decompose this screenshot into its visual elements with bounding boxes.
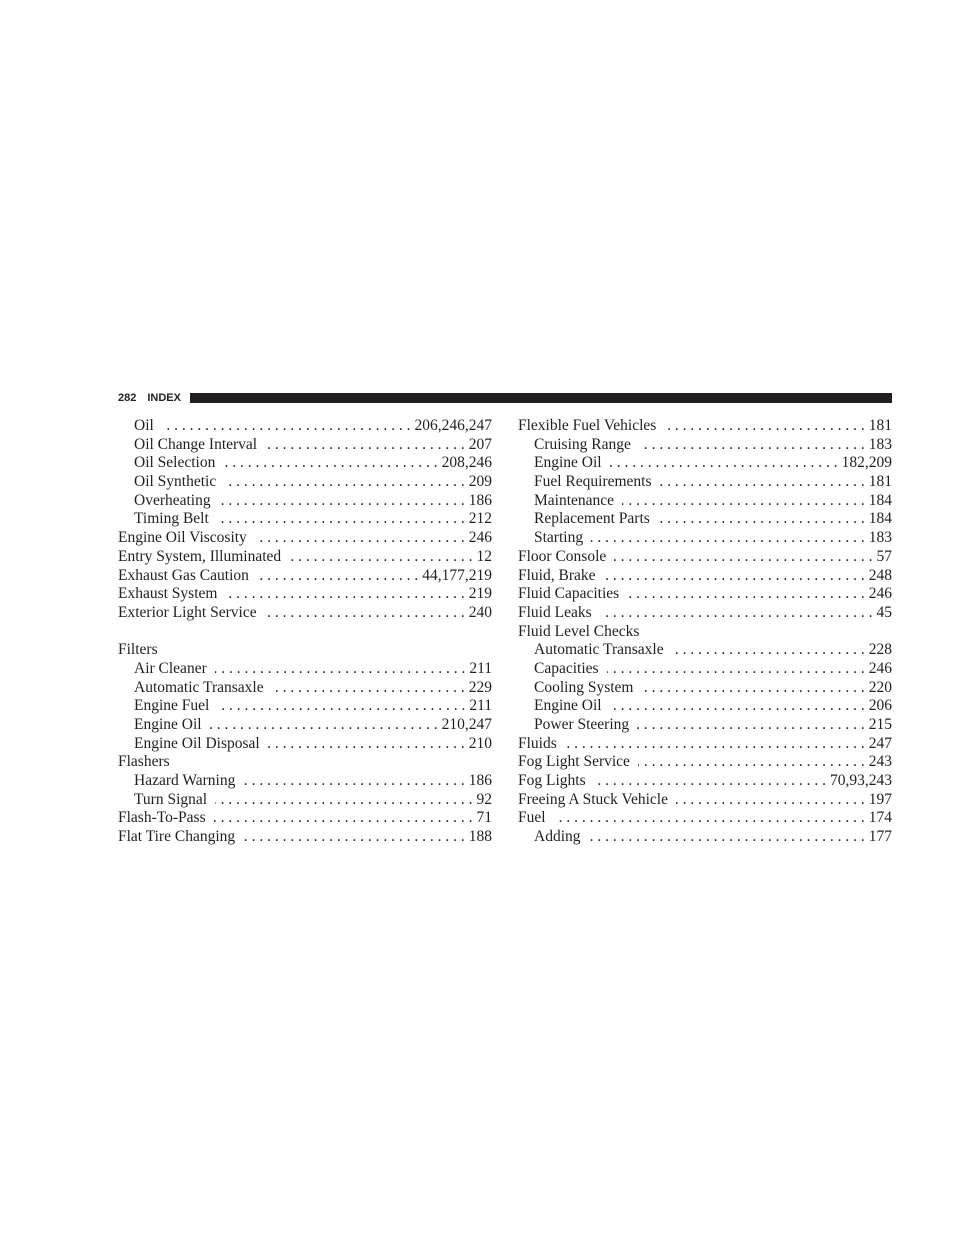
entry-term: Engine Oil	[534, 454, 602, 472]
header-rule	[190, 393, 892, 403]
entry-pages: 246	[868, 585, 892, 603]
dot-leader	[614, 548, 872, 567]
entry-pages: 184	[868, 491, 892, 509]
dot-leader	[243, 772, 464, 791]
index-subentry	[118, 510, 492, 529]
dot-leader	[217, 510, 465, 529]
index-subentry	[518, 510, 892, 529]
index-entry	[118, 529, 492, 548]
dot-leader	[676, 791, 865, 810]
entry-pages: 206	[868, 697, 892, 715]
index-entry	[118, 604, 492, 623]
entry-pages: 45	[876, 603, 892, 621]
index-entry	[518, 809, 892, 828]
index-entry	[118, 567, 492, 586]
entry-pages: 182,209	[841, 454, 892, 472]
index-entry	[118, 809, 492, 828]
index-entry	[118, 641, 492, 660]
index-entry	[518, 791, 892, 810]
entry-term: Engine Oil Viscosity	[118, 529, 247, 547]
index-entry	[118, 585, 492, 604]
entry-pages: 215	[868, 716, 892, 733]
blank-spacer	[118, 623, 492, 642]
entry-term: Engine Fuel	[134, 697, 210, 715]
index-subentry	[118, 417, 492, 436]
entry-pages: 247	[868, 734, 892, 752]
index-column-right	[518, 417, 892, 847]
dot-leader	[265, 604, 465, 623]
entry-term: Fog Lights	[518, 772, 586, 790]
dot-leader	[604, 567, 865, 586]
dot-leader	[589, 828, 865, 847]
entry-term: Adding	[534, 828, 581, 846]
index-entry	[118, 828, 492, 847]
dot-leader	[554, 809, 865, 828]
entry-term: Engine Oil	[534, 697, 602, 715]
entry-term: Fluids	[518, 734, 557, 752]
index-subentry	[118, 735, 492, 754]
index-subentry	[118, 772, 492, 791]
index-entry	[518, 772, 892, 791]
page-number: 282	[118, 392, 137, 404]
dot-leader	[607, 660, 865, 679]
dot-leader	[257, 567, 418, 586]
entry-term: Entry System, Illuminated	[118, 547, 282, 565]
dot-leader	[215, 791, 472, 810]
section-title: INDEX	[147, 392, 181, 404]
entry-pages: 183	[868, 435, 892, 453]
dot-leader	[223, 454, 437, 473]
dot-leader	[610, 454, 838, 473]
entry-term: Fluid Level Checks	[518, 622, 640, 640]
entry-pages: 208,246	[441, 454, 492, 472]
index-subentry	[118, 716, 492, 735]
entry-term: Engine Oil	[134, 716, 202, 733]
entry-term: Flash-To-Pass	[118, 809, 206, 827]
entry-pages: 243	[868, 753, 892, 771]
entry-term: Automatic Transaxle	[134, 678, 264, 696]
entry-pages: 219	[468, 585, 492, 603]
entry-term: Oil Change Interval	[134, 435, 258, 453]
entry-term: Fuel	[518, 809, 546, 827]
entry-term: Overheating	[134, 491, 211, 509]
dot-leader	[639, 436, 865, 455]
entry-term: Maintenance	[534, 491, 615, 509]
dot-leader	[600, 604, 873, 623]
index-subentry	[518, 436, 892, 455]
index-subentry	[118, 454, 492, 473]
index-subentry	[518, 697, 892, 716]
entry-term: Air Cleaner	[134, 659, 207, 677]
entry-term: Capacities	[534, 659, 599, 677]
dot-leader	[622, 492, 865, 511]
entry-pages: 177	[868, 828, 892, 846]
entry-pages: 188	[468, 828, 492, 846]
entry-pages: 207	[468, 435, 492, 453]
index-subentry	[518, 641, 892, 660]
entry-pages: 70,93,243	[830, 772, 892, 790]
entry-term: Fluid Leaks	[518, 603, 592, 621]
index-subentry	[118, 791, 492, 810]
entry-term: Timing Belt	[134, 510, 209, 528]
index-subentry	[518, 473, 892, 492]
entry-term: Floor Console	[518, 547, 607, 565]
dot-leader	[594, 772, 826, 791]
entry-term: Oil Synthetic	[134, 473, 217, 491]
index-subentry	[518, 529, 892, 548]
dot-leader	[243, 828, 465, 847]
entry-pages: 184	[868, 510, 892, 528]
entry-pages: 186	[468, 491, 492, 509]
index-column-left	[118, 417, 492, 847]
entry-pages: 206,246,247	[414, 417, 492, 434]
entry-pages: 228	[868, 641, 892, 659]
index-subentry	[118, 492, 492, 511]
entry-pages: 71	[476, 809, 492, 827]
entry-pages: 220	[868, 678, 892, 696]
dot-leader	[224, 473, 465, 492]
index-entry	[518, 753, 892, 772]
dot-leader	[217, 697, 465, 716]
index-subentry	[518, 828, 892, 847]
entry-term: Exhaust Gas Caution	[118, 566, 249, 584]
entry-pages: 210,247	[441, 716, 492, 733]
dot-leader	[660, 473, 865, 492]
entry-pages: 174	[868, 809, 892, 827]
dot-leader	[610, 697, 865, 716]
entry-pages: 12	[476, 547, 492, 565]
index-subentry	[118, 697, 492, 716]
entry-term: Cruising Range	[534, 435, 631, 453]
index-subentry	[518, 454, 892, 473]
entry-pages: 57	[876, 547, 892, 565]
entry-term: Turn Signal	[134, 790, 208, 808]
entry-pages: 92	[476, 790, 492, 808]
dot-leader	[638, 753, 865, 772]
index-subentry	[518, 660, 892, 679]
index-entry	[518, 735, 892, 754]
index-subentry	[118, 679, 492, 698]
entry-term: Freeing A Stuck Vehicle	[518, 790, 668, 808]
entry-term: Exhaust System	[118, 585, 218, 603]
entry-term: Engine Oil Disposal	[134, 734, 260, 752]
index-subentry	[118, 473, 492, 492]
index-subentry	[518, 492, 892, 511]
entry-term: Automatic Transaxle	[534, 641, 664, 659]
entry-pages: 246	[868, 659, 892, 677]
entry-term: Replacement Parts	[534, 510, 650, 528]
entry-term: Power Steering	[534, 716, 630, 733]
entry-term: Exterior Light Service	[118, 603, 257, 621]
dot-leader	[272, 679, 465, 698]
dot-leader	[637, 716, 865, 735]
dot-leader	[627, 585, 865, 604]
dot-leader	[215, 660, 466, 679]
index-entry	[518, 548, 892, 567]
entry-pages: 248	[868, 566, 892, 584]
entry-pages: 197	[868, 790, 892, 808]
dot-leader	[658, 510, 865, 529]
index-entry	[518, 567, 892, 586]
dot-leader	[672, 641, 865, 660]
entry-term: Starting	[534, 529, 584, 547]
index-entry	[518, 585, 892, 604]
dot-leader	[219, 492, 465, 511]
entry-pages: 181	[868, 417, 892, 434]
entry-term: Fluid, Brake	[518, 566, 596, 584]
dot-leader	[210, 716, 438, 735]
entry-term: Flashers	[118, 753, 170, 771]
entry-term: Filters	[118, 641, 158, 659]
entry-term: Fuel Requirements	[534, 473, 652, 491]
index-subentry	[118, 436, 492, 455]
entry-pages: 209	[468, 473, 492, 491]
index-entry	[518, 417, 892, 436]
entry-pages: 211	[469, 659, 492, 677]
dot-leader	[268, 735, 465, 754]
dot-leader	[664, 417, 864, 436]
entry-pages: 240	[468, 603, 492, 621]
index-subentry	[518, 716, 892, 735]
dot-leader	[214, 809, 473, 828]
index-entry	[518, 623, 892, 642]
dot-leader	[225, 585, 464, 604]
index-subentry	[118, 660, 492, 679]
dot-leader	[565, 735, 865, 754]
index-subentry	[518, 679, 892, 698]
entry-pages: 246	[468, 529, 492, 547]
entry-pages: 183	[868, 529, 892, 547]
entry-pages: 181	[868, 473, 892, 491]
entry-term: Hazard Warning	[134, 772, 236, 790]
entry-term: Fluid Capacities	[518, 585, 620, 603]
entry-term: Oil	[134, 417, 154, 434]
entry-pages: 186	[468, 772, 492, 790]
page-header	[118, 390, 892, 406]
dot-leader	[265, 436, 465, 455]
entry-pages: 211	[469, 697, 492, 715]
entry-term: Flexible Fuel Vehicles	[518, 417, 657, 434]
entry-term: Oil Selection	[134, 454, 216, 472]
dot-leader	[591, 529, 865, 548]
entry-pages: 44,177,219	[422, 566, 492, 584]
dot-leader	[162, 417, 411, 436]
entry-term: Fog Light Service	[518, 753, 630, 771]
entry-term: Flat Tire Changing	[118, 828, 236, 846]
entry-term: Cooling System	[534, 678, 634, 696]
index-entry	[118, 753, 492, 772]
entry-pages: 229	[468, 678, 492, 696]
dot-leader	[289, 548, 472, 567]
dot-leader	[641, 679, 864, 698]
entry-pages: 210	[468, 734, 492, 752]
entry-pages: 212	[468, 510, 492, 528]
index-entry	[518, 604, 892, 623]
index-entry	[118, 548, 492, 567]
dot-leader	[255, 529, 465, 548]
